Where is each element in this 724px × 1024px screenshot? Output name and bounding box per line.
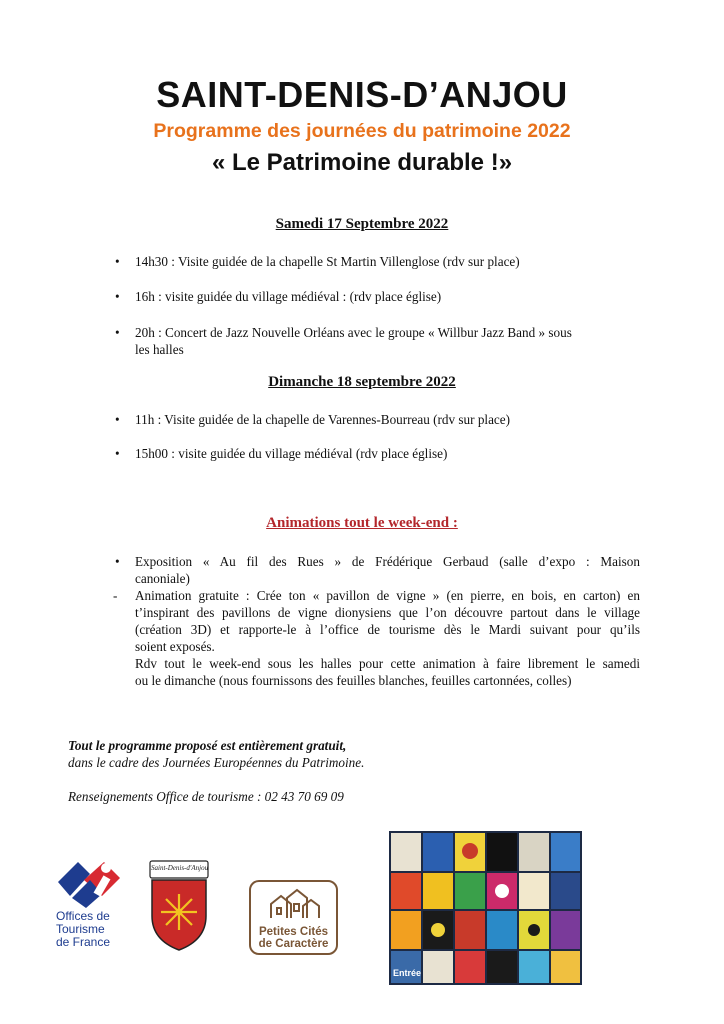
item-text: soient exposés.: [135, 639, 215, 654]
otf-line: de France: [56, 935, 111, 949]
contact-info: Renseignements Office de tourisme : 02 43 70 69 09: [68, 789, 344, 804]
theme-title: « Le Patrimoine durable !»: [211, 149, 513, 176]
item-text-continued: les halles: [135, 342, 184, 357]
bullet-icon: •: [115, 254, 120, 269]
weekend-heading: Animations tout le week-end :: [266, 515, 458, 531]
bullet-icon: •: [115, 446, 120, 461]
poster-label: Entrée: [393, 968, 422, 978]
item-text: 14h30 : Visite guidée de la chapelle St Martin Villenglose (rdv sur place): [135, 254, 520, 269]
pcc-line: de Caractère: [258, 938, 329, 950]
free-context: dans le cadre des Journées Européennes du Patrimoine.: [68, 755, 365, 770]
pcc-logo: [249, 880, 338, 955]
list-item: [115, 553, 640, 587]
shield-label: Saint-Denis-d'Anjou: [151, 864, 209, 872]
page-title: SAINT-DENIS-D’ANJOU: [156, 74, 568, 115]
otf-emblem-icon: [50, 858, 130, 908]
bullet-icon: •: [115, 289, 120, 304]
item-text-continued: canoniale): [135, 571, 190, 586]
list-item: [115, 324, 640, 358]
otf-line: Tourisme: [56, 922, 105, 936]
page-subtitle: Programme des journées du patrimoine 2022: [153, 120, 571, 142]
list-item: [115, 253, 640, 270]
bullet-icon: •: [115, 554, 120, 569]
item-text: Rdv tout le week-end sous les halles pour cette animation à faire librement le samedi: [135, 656, 640, 671]
poster-collage-icon: [389, 831, 582, 985]
item-text: ou le dimanche (nous fournissons des feuilles blanches, feuilles cartonnées, colles): [135, 673, 572, 688]
free-notice: Tout le programme proposé est entièrement gratuit,: [68, 738, 347, 753]
item-text: t’inspirant des pavillons de vigne dionysiens que l’on découvre partout dans le village: [135, 605, 640, 620]
dash-icon: -: [113, 588, 118, 603]
village-icon: [251, 884, 336, 924]
item-text: Exposition « Au fil des Rues » de Frédérique Gerbaud (salle d’expo : Maison: [135, 554, 640, 569]
list-item: [113, 587, 640, 689]
pcc-line: Petites Cités: [258, 926, 329, 938]
item-text: 11h : Visite guidée de la chapelle de Varennes-Bourreau (rdv sur place): [135, 412, 511, 427]
item-text: Animation gratuite : Crée ton « pavillon de vigne » (en pierre, en bois, en carton) en: [135, 588, 640, 603]
list-item: [115, 288, 640, 305]
item-text: (création 3D) et rapporte-le à l’office de tourisme dès le Mardi suivant pour qu’ils: [135, 622, 640, 637]
item-text: 15h00 : visite guidée du village médiéval (rdv place église): [135, 446, 448, 461]
item-text: 20h : Concert de Jazz Nouvelle Orléans avec le groupe « Willbur Jazz Band » sous: [135, 325, 572, 340]
list-item: [115, 411, 640, 428]
otf-line: Offices de: [56, 909, 110, 923]
saturday-heading: Samedi 17 Septembre 2022: [275, 216, 449, 232]
otf-logo: [50, 858, 130, 958]
bullet-icon: •: [115, 412, 120, 427]
bullet-icon: •: [115, 325, 120, 340]
list-item: [115, 445, 640, 462]
item-text: 16h : visite guidée du village médiéval : (rdv place église): [135, 289, 442, 304]
town-shield-logo: [148, 860, 210, 952]
poster-collage-image: [389, 831, 582, 985]
sunday-heading: Dimanche 18 septembre 2022: [268, 374, 456, 390]
shield-icon: [148, 860, 210, 952]
